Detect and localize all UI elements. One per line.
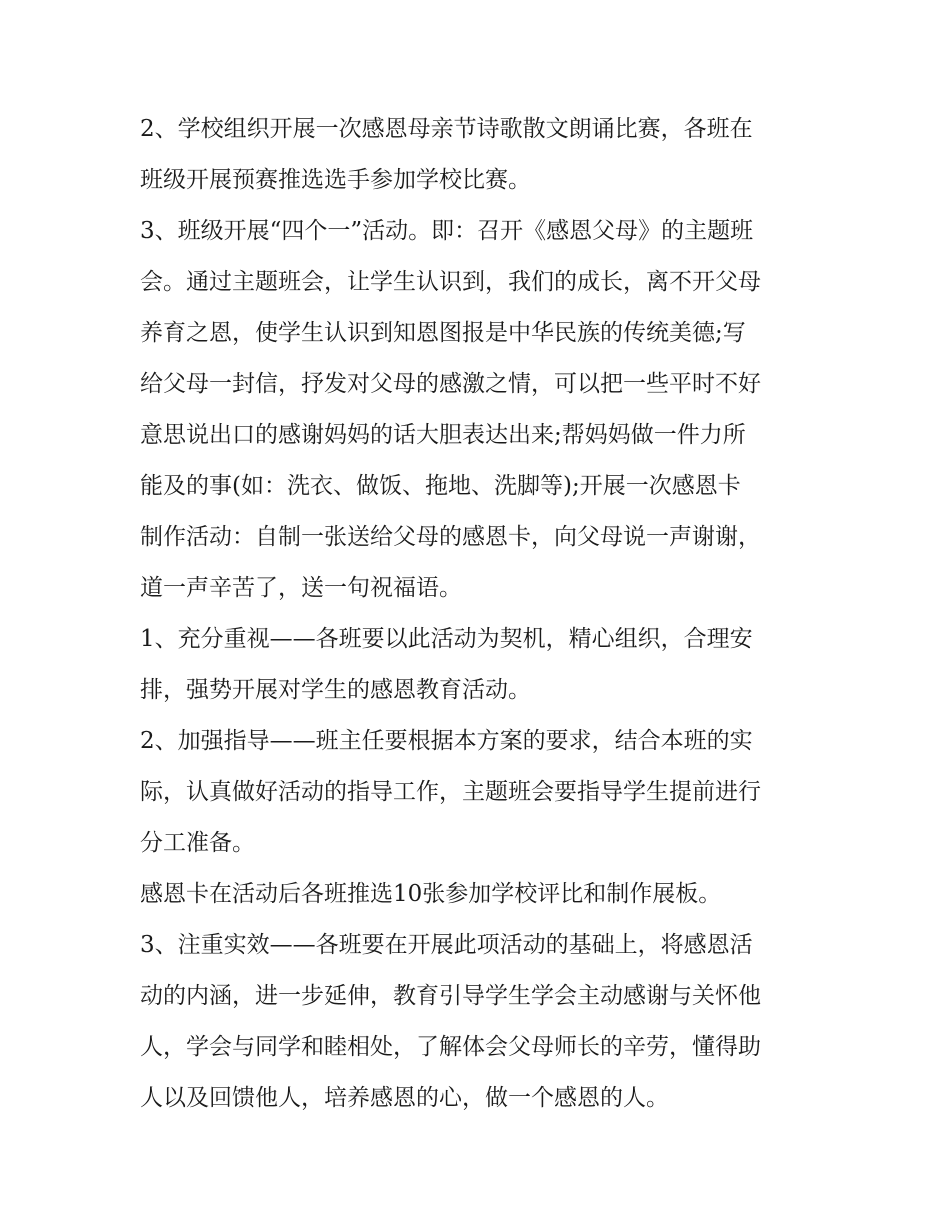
text-line: 人以及回馈他人，培养感恩的心，做一个感恩的人。 [140,1085,669,1111]
text-line: 人，学会与同学和睦相处，了解体会父母师长的辛劳，懂得助 [140,1034,761,1060]
text-line: 排，强势开展对学生的感恩教育活动。 [140,677,531,703]
text-line: 给父母一封信，抒发对父母的感激之情，可以把一些平时不好 [140,371,761,397]
text-line: 会。通过主题班会，让学生认识到，我们的成长，离不开父母 [140,269,761,295]
text-line: 班级开展预赛推选选手参加学校比赛。 [140,167,531,193]
text-line: 2、学校组织开展一次感恩母亲节诗歌散文朗诵比赛，各班在 [140,116,753,142]
text-line: 感恩卡在活动后各班推选10张参加学校评比和制作展板。 [140,881,722,907]
text-line: 意思说出口的感谢妈妈的话大胆表达出来;帮妈妈做一件力所 [140,422,746,448]
text-line: 分工准备。 [140,830,255,856]
text-line: 制作活动：自制一张送给父母的感恩卡，向父母说一声谢谢， [140,524,761,550]
text-line: 养育之恩，使学生认识到知恩图报是中华民族的传统美德;写 [140,320,746,346]
text-line: 动的内涵，进一步延伸，教育引导学生学会主动感谢与关怀他 [140,983,761,1009]
document-body [140,104,820,1124]
text-line: 3、注重实效——各班要在开展此项活动的基础上，将感恩活 [140,932,753,958]
text-line: 际，认真做好活动的指导工作，主题班会要指导学生提前进行 [140,779,761,805]
text-line: 1、充分重视——各班要以此活动为契机，精心组织，合理安 [140,626,753,652]
text-line: 3、班级开展“四个一”活动。即：召开《感恩父母》的主题班 [140,218,754,244]
text-line: 道一声辛苦了，送一句祝福语。 [140,575,462,601]
text-line: 能及的事(如：洗衣、做饭、拖地、洗脚等);开展一次感恩卡 [140,473,741,499]
text-line: 2、加强指导——班主任要根据本方案的要求，结合本班的实 [140,728,753,754]
